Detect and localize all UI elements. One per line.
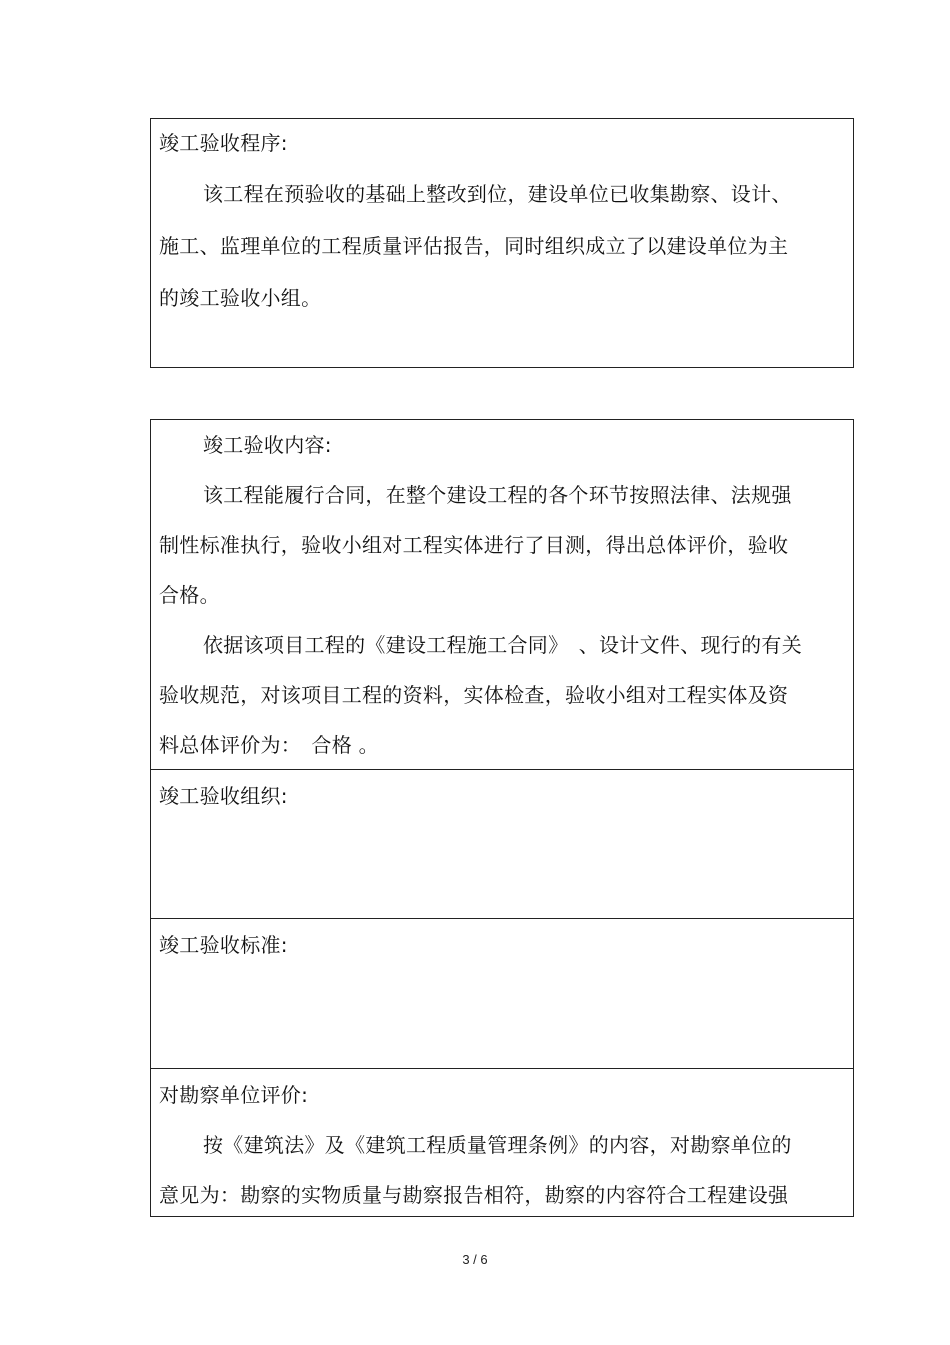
procedure-line-2: 施工、监理单位的工程质量评估报告，同时组织成立了以建设单位为主	[159, 234, 789, 258]
procedure-heading: 竣工验收程序:	[159, 131, 288, 155]
content-p1-line-1: 该工程能履行合同，在整个建设工程的各个环节按照法律、法规强	[203, 483, 792, 507]
content-p2-line-3: 料总体评价为： 合格 。	[159, 733, 379, 757]
standard-heading: 竣工验收标准:	[159, 933, 288, 957]
survey-line-2: 意见为：勘察的实物质量与勘察报告相符，勘察的内容符合工程建设强	[159, 1183, 789, 1207]
page-number: 3 / 6	[462, 1252, 488, 1267]
content-p1-line-3: 合格。	[159, 583, 220, 607]
acceptance-organization-cell	[151, 769, 853, 918]
acceptance-standard-cell	[151, 918, 853, 1068]
content-p1-line-2: 制性标准执行，验收小组对工程实体进行了目测，得出总体评价，验收	[159, 533, 789, 557]
survey-evaluation-cell	[151, 1068, 853, 1218]
content-p2-line-2: 验收规范，对该项目工程的资料，实体检查，验收小组对工程实体及资	[159, 683, 789, 707]
acceptance-procedure-box	[150, 118, 854, 368]
survey-heading: 对勘察单位评价:	[159, 1083, 309, 1107]
content-p2-line-1: 依据该项目工程的《建设工程施工合同》 、设计文件、现行的有关	[203, 633, 802, 657]
procedure-line-1: 该工程在预验收的基础上整改到位，建设单位已收集勘察、设计、	[203, 182, 792, 206]
procedure-line-3: 的竣工验收小组。	[159, 286, 322, 310]
survey-line-1: 按《建筑法》及《建筑工程质量管理条例》的内容，对勘察单位的	[203, 1133, 792, 1157]
organization-heading: 竣工验收组织:	[159, 784, 288, 808]
acceptance-table	[150, 419, 854, 1217]
content-heading: 竣工验收内容:	[203, 433, 332, 457]
acceptance-content-cell	[151, 420, 853, 769]
